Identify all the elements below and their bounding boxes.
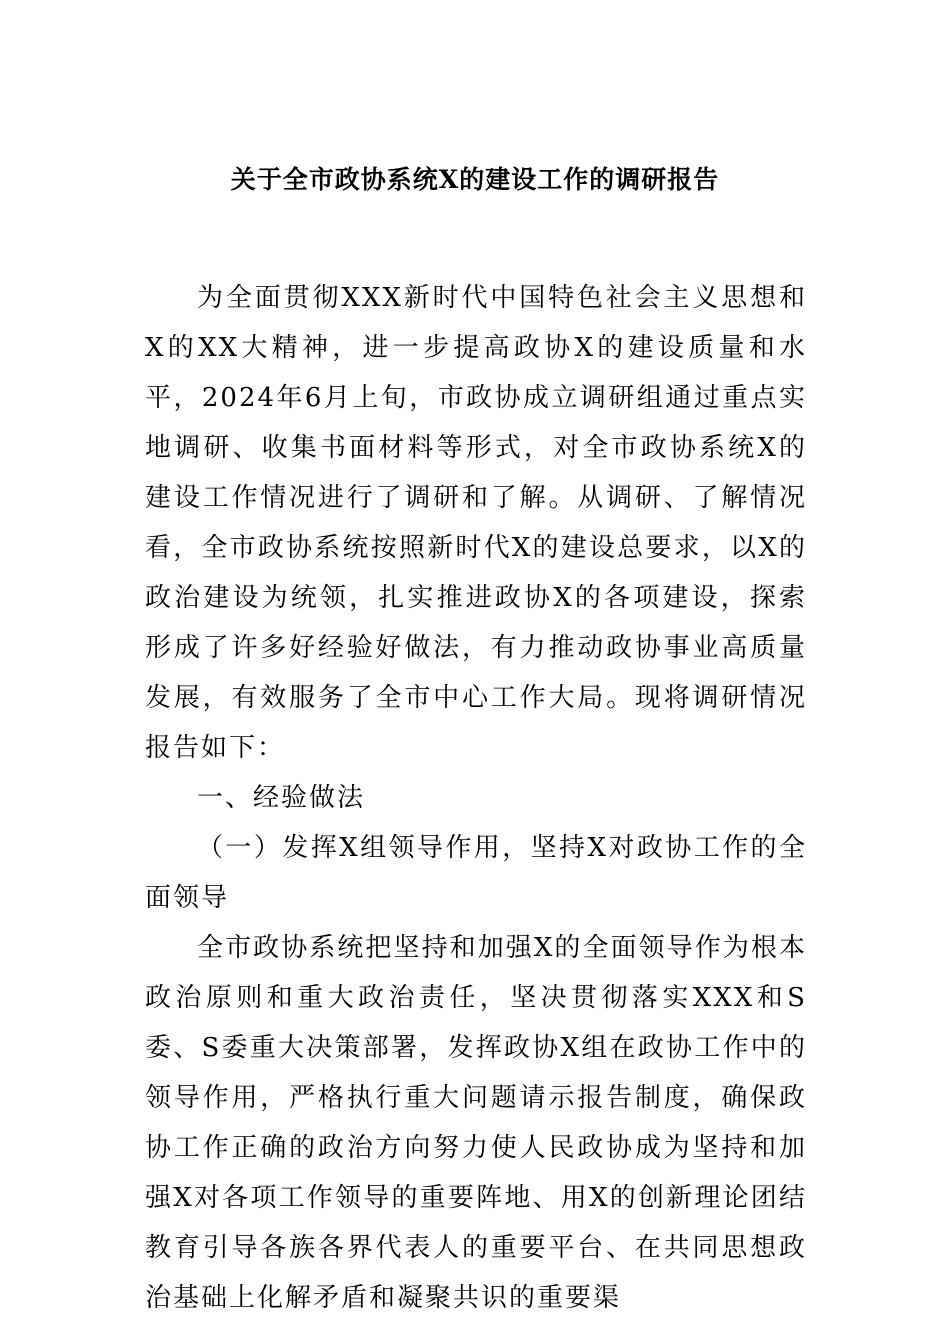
document-title: 关于全市政协系统X的建设工作的调研报告 bbox=[230, 165, 720, 194]
intro-paragraph: 为全面贯彻XXX新时代中国特色社会主义思想和X的XX大精神，进一步提高政协X的建设质量和水平，2024年6月上旬，市政协成立调研组通过重点实地调研、收集书面材料等形式，对全市政协系统X的建设工作情况进行了调研和了解。从调研、了解情况看，全市政协系统按照新时代X的建设总要求，以X的政治建设为统领，扎实推进政协X的各项建设，探索形成了许多好经验好做法，有力推动政协事业高质量发展，有效服务了全市中心工作大局。现将调研情况报告如下： bbox=[145, 283, 807, 763]
document-body bbox=[145, 273, 807, 1323]
section-heading: 一、经验做法 bbox=[197, 783, 366, 813]
body-paragraph: 全市政协系统把坚持和加强X的全面领导作为根本政治原则和重大政治责任，坚决贯彻落实XXX和S委、S委重大决策部署，发挥政协X组在政协工作中的领导作用，严格执行重大问题请示报告制度，确保政协工作正确的政治方向努力使人民政协成为坚持和加强X对各项工作领导的重要阵地、用X的创新理论团结教育引导各族各界代表人的重要平台、在共同思想政治基础上化解矛盾和凝聚共识的重要渠 bbox=[145, 933, 807, 1313]
subsection-heading: （一）发挥X组领导作用，坚持X对政协工作的全面领导 bbox=[145, 833, 807, 913]
